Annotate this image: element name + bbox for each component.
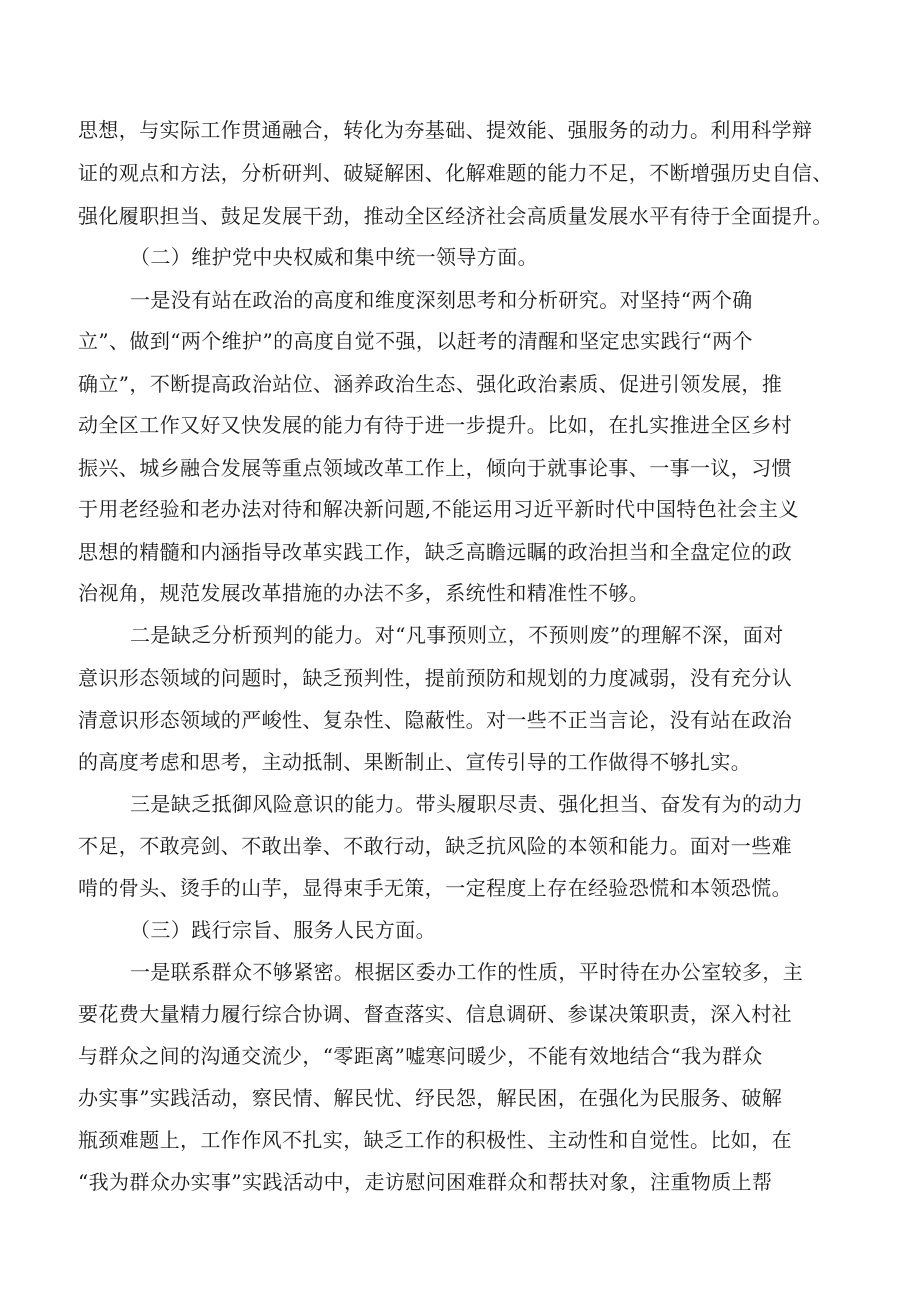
text-line: 一是没有站在政治的高度和维度深刻思考和分析研究。对坚持“两个确: [130, 288, 753, 312]
text-line: 思想，与实际工作贯通融合，转化为夯基础、提效能、强服务的动力。利用科学辩: [78, 118, 813, 142]
text-line: 强化履职担当、鼓足发展干劲，推动全区经济社会高质量发展水平有待于全面提升。: [78, 204, 833, 228]
text-line: 与群众之间的沟通交流少，“零距离”嘘寒问暖少，不能有效地结合“我为群众: [78, 1044, 763, 1068]
section-heading: （三）践行宗旨、服务人民方面。: [130, 918, 436, 942]
text-line: 一是联系群众不够紧密。根据区委办工作的性质，平时待在办公室较多，主: [130, 960, 804, 984]
text-line: 证的观点和方法，分析研判、破疑解困、化解难题的能力不足，不断增强历史自信、: [78, 161, 833, 185]
text-line: 清意识形态领域的严峻性、复杂性、隐蔽性。对一些不正当言论，没有站在政治: [78, 708, 792, 732]
text-line: 瓶颈难题上，工作作风不扎实，缺乏工作的积极性、主动性和自觉性。比如，在: [78, 1128, 792, 1152]
text-line: 要花费大量精力履行综合协调、督查落实、信息调研、参谋决策职责，深入村社: [78, 1002, 792, 1026]
text-line: 啃的骨头、烫手的山芋，显得束手无策，一定程度上存在经验恐慌和本领恐慌。: [78, 876, 792, 900]
text-line: 确立”，不断提高政治站位、涵养政治生态、强化政治素质、促进引领发展，推: [78, 372, 783, 396]
text-line: 办实事”实践活动，察民情、解民忧、纾民怨，解民困，在强化为民服务、破解: [78, 1086, 783, 1110]
text-line: 的高度考虑和思考，主动抵制、果断制止、宣传引导的工作做得不够扎实。: [78, 750, 752, 774]
text-line: 三是缺乏抵御风险意识的能力。带头履职尽责、强化担当、奋发有为的动力: [130, 792, 804, 816]
text-line: “我为群众办实事”实践活动中，走访慰问困难群众和帮扶对象，注重物质上帮: [78, 1170, 773, 1194]
text-line: 于用老经验和老办法对待和解决新问题,不能运用习近平新时代中国特色社会主义: [78, 497, 799, 521]
text-line: 振兴、城乡融合发展等重点领域改革工作上，倾向于就事论事、一事一议，习惯: [78, 456, 792, 480]
text-line: 二是缺乏分析预判的能力。对“凡事预则立，不预则废”的理解不深，面对: [130, 623, 784, 647]
text-line: 思想的精髓和内涵指导改革实践工作，缺乏高瞻远瞩的政治担当和全盘定位的政: [78, 540, 792, 564]
text-line: 不足，不敢亮剑、不敢出拳、不敢行动，缺乏抗风险的本领和能力。面对一些难: [78, 834, 792, 858]
section-heading: （二）维护党中央权威和集中统一领导方面。: [130, 245, 538, 269]
text-line: 意识形态领域的问题时，缺乏预判性，提前预防和规划的力度减弱，没有充分认: [78, 666, 792, 690]
text-line: 治视角，规范发展改革措施的办法不多，系统性和精准性不够。: [78, 581, 650, 605]
text-line: 立”、做到“两个维护”的高度自觉不强，以赶考的清醒和坚定忠实践行“两个: [78, 329, 753, 353]
text-line: 动全区工作又好又快发展的能力有待于进一步提升。比如，在扎实推进全区乡村: [78, 413, 792, 437]
